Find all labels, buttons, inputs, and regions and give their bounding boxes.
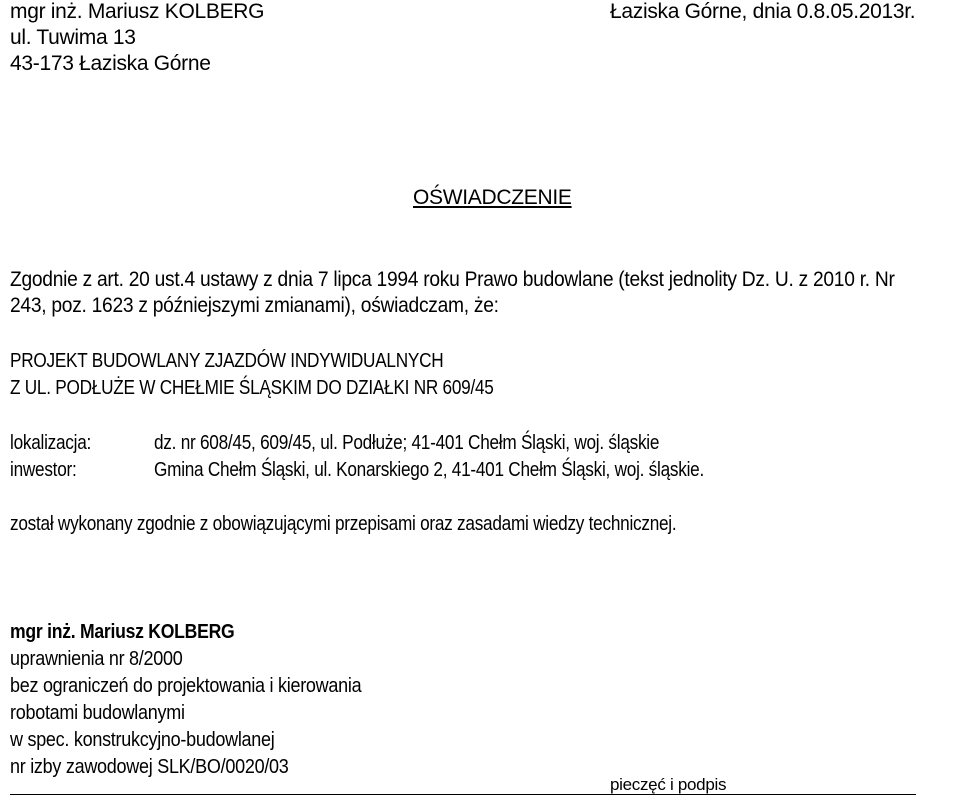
signatory-name: mgr inż. Mariusz KOLBERG — [10, 621, 235, 643]
signature-rule — [10, 794, 916, 795]
chamber-number: nr izby zawodowej SLK/BO/0020/03 — [10, 756, 289, 778]
location-value: dz. nr 608/45, 609/45, ul. Podłuże; 41-401 Chełm Śląski, woj. śląskie — [154, 432, 660, 454]
intro-line-1: Zgodnie z art. 20 ust.4 ustawy z dnia 7 lipca 1994 roku Prawo budowlane (tekst jednolity Dz. U. z 2010 r. Nr — [10, 268, 895, 291]
location-label: lokalizacja: — [10, 432, 92, 454]
specialty: w spec. konstrukcyjno-budowlanej — [10, 729, 275, 751]
intro-line-2: 243, poz. 1623 z późniejszymi zmianami), oświadczam, że: — [10, 294, 499, 317]
project-title-line-1: PROJEKT BUDOWLANY ZJAZDÓW INDYWIDUALNYCH — [10, 350, 444, 372]
compliance-statement: został wykonany zgodnie z obowiązującymi przepisami oraz zasadami wiedzy technicznej. — [10, 513, 677, 535]
project-title-line-2: Z UL. PODŁUŻE W CHEŁMIE ŚLĄSKIM DO DZIAŁKI NR 609/45 — [10, 377, 494, 399]
stamp-signature-label: pieczęć i podpis — [610, 775, 727, 794]
place-date: Łaziska Górne, dnia 0.8.05.2013r. — [610, 0, 916, 23]
investor-value: Gmina Chełm Śląski, ul. Konarskiego 2, 41-401 Chełm Śląski, woj. śląskie. — [154, 459, 704, 481]
author-city: 43-173 Łaziska Górne — [10, 52, 211, 75]
license-number: uprawnienia nr 8/2000 — [10, 648, 183, 670]
license-scope: bez ograniczeń do projektowania i kierowania — [10, 675, 362, 697]
license-scope-cont: robotami budowlanymi — [10, 702, 185, 724]
author-name: mgr inż. Mariusz KOLBERG — [10, 0, 265, 23]
document-title: OŚWIADCZENIE — [413, 186, 572, 209]
investor-label: inwestor: — [10, 459, 77, 481]
author-street: ul. Tuwima 13 — [10, 26, 136, 49]
